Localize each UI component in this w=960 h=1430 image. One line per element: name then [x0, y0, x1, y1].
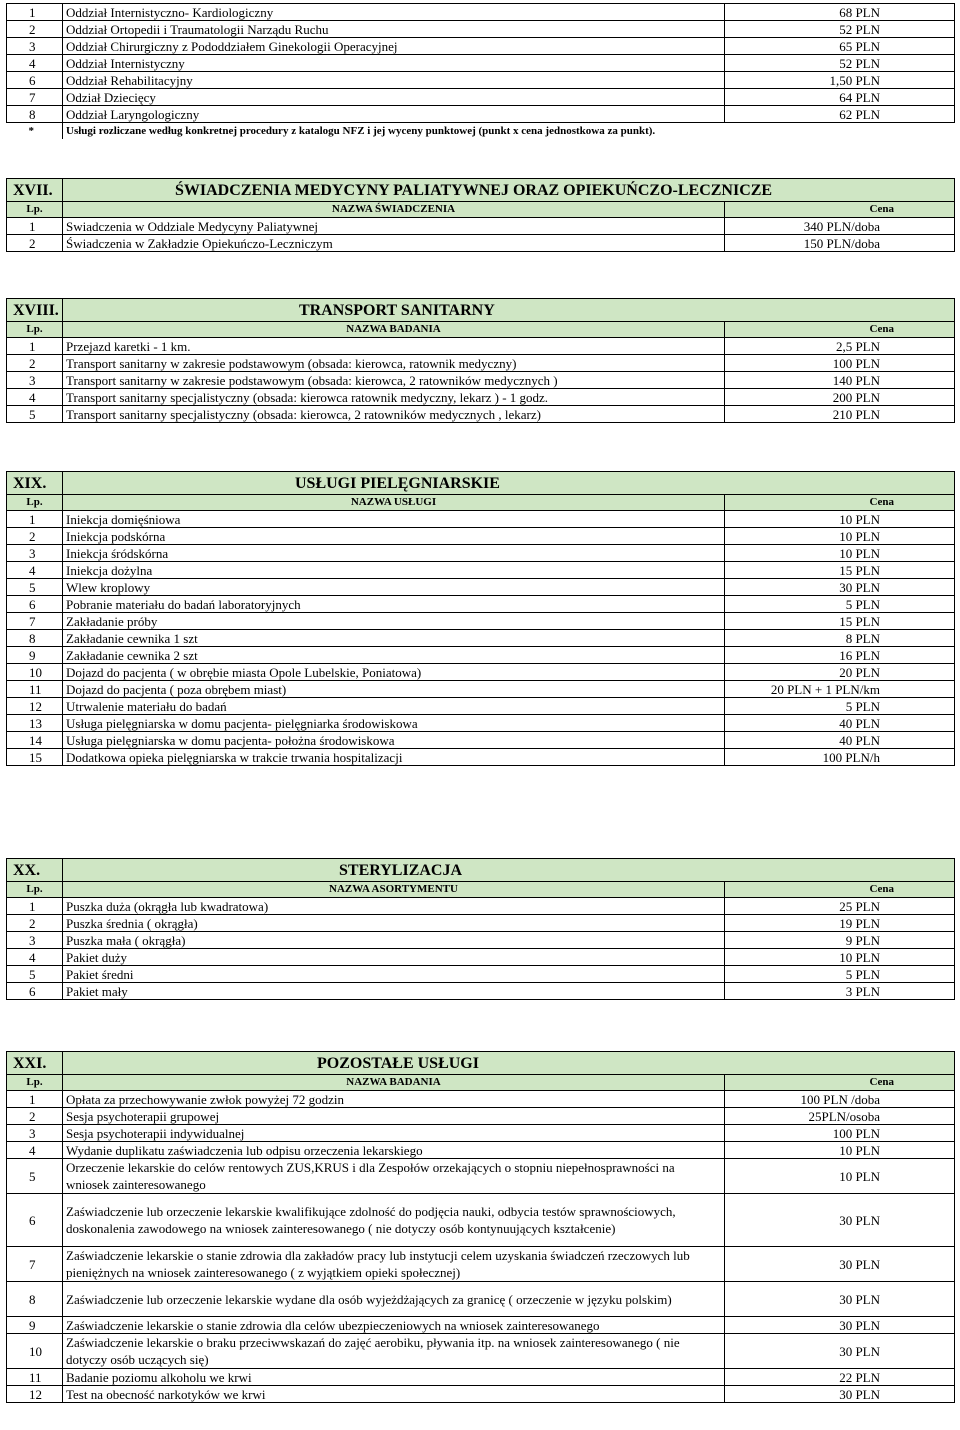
row-price: 10 PLN [724, 511, 954, 528]
row-number: 4 [7, 1142, 63, 1159]
table-row [7, 1369, 955, 1386]
section-number: XIX. [7, 472, 63, 495]
row-name: Swiadczenia w Oddziale Medycyny Paliatywnej [63, 218, 725, 235]
table-row [7, 1142, 955, 1159]
row-number: 11 [7, 681, 63, 698]
row-price: 8 PLN [724, 630, 954, 647]
column-header-lp: Lp. [7, 202, 63, 218]
section-header [7, 179, 955, 202]
column-header-price: Cena [725, 882, 955, 898]
table-row [7, 106, 955, 123]
row-number: 1 [7, 338, 63, 355]
row-price: 25 PLN [725, 898, 955, 915]
row-number: 4 [7, 55, 63, 72]
section-xix-table [6, 471, 955, 766]
row-price: 25PLN/osoba [725, 1108, 955, 1125]
table-row [7, 613, 955, 630]
table-row [7, 1282, 955, 1317]
row-number: 1 [7, 4, 63, 21]
row-number: 2 [7, 21, 63, 38]
row-name: Zaświadczenie lub orzeczenie lekarskie kwalifikujące zdolność do podjęcia nauki, odbycia testów sprawnościowych, doskonalenia zawodowego na wniosek zainteresowanego ( nie dotyczy osób kontynuujących kształcenie) [63, 1194, 725, 1247]
table-row [7, 749, 955, 766]
table-row [7, 89, 955, 106]
row-name: Puszka średnia ( okrągła) [63, 915, 725, 932]
column-header-price: Cena [725, 1075, 955, 1091]
table-row [7, 983, 955, 1000]
row-number: 13 [7, 715, 63, 732]
row-number: 7 [7, 613, 63, 630]
column-header-name: NAZWA USŁUGI [63, 495, 725, 511]
row-price: 10 PLN [725, 1142, 955, 1159]
table-row [7, 898, 955, 915]
row-name: Zakładanie próby [63, 613, 725, 630]
table-row [7, 1194, 955, 1247]
column-header-lp: Lp. [7, 322, 63, 338]
row-price: 30 PLN [725, 1282, 955, 1317]
row-number: 4 [7, 949, 63, 966]
row-name: Iniekcja domięśniowa [63, 511, 725, 528]
row-name: Pakiet duży [63, 949, 725, 966]
column-header-name: NAZWA ŚWIADCZENIA [63, 202, 725, 218]
row-name: Orzeczenie lekarskie do celów rentowych ZUS,KRUS i dla Zespołów orzekających o stopniu niepełnosprawności na wniosek zainteresowanego [63, 1159, 725, 1194]
section-xxi-table [6, 1051, 955, 1403]
section-xvii-table [6, 178, 955, 252]
table-row [7, 528, 955, 545]
table-row [7, 4, 955, 21]
row-name: Oddział Chirurgiczny z Pododdziałem Ginekologii Operacyjnej [63, 38, 725, 55]
section-title: USŁUGI PIELĘGNIARSKIE [63, 472, 955, 495]
section-header [7, 472, 955, 495]
table-row [7, 579, 955, 596]
row-price: 64 PLN [725, 89, 955, 106]
row-name: Dojazd do pacjenta ( poza obrębem miast) [63, 681, 725, 698]
row-name: Oddział Rehabilitacyjny [63, 72, 725, 89]
row-price: 210 PLN [724, 406, 954, 423]
row-number: 8 [7, 630, 63, 647]
row-price: 150 PLN/doba [724, 235, 954, 252]
row-price: 10 PLN [725, 949, 955, 966]
section-title: ŚWIADCZENIA MEDYCYNY PALIATYWNEJ ORAZ OPIEKUŃCZO-LECZNICZE [63, 179, 955, 202]
row-price: 20 PLN + 1 PLN/km [724, 681, 954, 698]
row-name: Utrwalenie materiału do badań [63, 698, 725, 715]
table-row [7, 1108, 955, 1125]
table-row [7, 1334, 955, 1369]
row-name: Pakiet mały [63, 983, 725, 1000]
row-name: Transport sanitarny w zakresie podstawowym (obsada: kierowca, 2 ratowników medycznych ) [63, 372, 725, 389]
section-number: XVIII. [7, 299, 63, 322]
row-name: Iniekcja podskórna [63, 528, 725, 545]
row-price: 100 PLN /doba [725, 1091, 955, 1108]
row-price: 9 PLN [725, 932, 955, 949]
row-price: 2,5 PLN [724, 338, 954, 355]
row-number: 11 [7, 1369, 63, 1386]
row-price: 15 PLN [724, 562, 954, 579]
section-xx-table [6, 858, 955, 1000]
row-number: 1 [7, 898, 63, 915]
row-number: 10 [7, 1334, 63, 1369]
row-number: 3 [7, 1125, 63, 1142]
column-headers [7, 322, 955, 338]
row-name: Puszka duża (okrągła lub kwadratowa) [63, 898, 725, 915]
row-name: Badanie poziomu alkoholu we krwi [63, 1369, 725, 1386]
row-name: Oddział Laryngologiczny [63, 106, 725, 123]
table-row [7, 511, 955, 528]
row-number: 7 [7, 89, 63, 106]
row-name: Zakładanie cewnika 2 szt [63, 647, 725, 664]
row-number: 5 [7, 1159, 63, 1194]
row-number: 9 [7, 647, 63, 664]
row-name: Opłata za przechowywanie zwłok powyżej 72 godzin [63, 1091, 725, 1108]
row-name: Iniekcja śródskórna [63, 545, 725, 562]
row-number: 3 [7, 38, 63, 55]
row-name: Oddział Internistyczno- Kardiologiczny [63, 4, 725, 21]
section-number: XXI. [7, 1052, 63, 1075]
table-row [7, 21, 955, 38]
row-number: 14 [7, 732, 63, 749]
row-price: 1,50 PLN [725, 72, 955, 89]
row-name: Zaświadczenie lekarskie o stanie zdrowia dla celów ubezpieczeniowych na wniosek zainteresowanego [63, 1317, 725, 1334]
table-row [7, 732, 955, 749]
row-price: 15 PLN [724, 613, 954, 630]
departments-table [6, 3, 955, 139]
row-number: 5 [7, 966, 63, 983]
row-number: 5 [7, 579, 63, 596]
section-number: XX. [7, 859, 63, 882]
row-number: 4 [7, 562, 63, 579]
row-name: Zaświadczenie lekarskie o stanie zdrowia dla zakładów pracy lub instytucji celem uzyskania świadczeń rzeczowych lub pieniężnych na wniosek zainteresowanego ( z wyjątkiem opieki społecznej) [63, 1247, 725, 1282]
row-number: 8 [7, 106, 63, 123]
footnote-row [7, 123, 955, 140]
table-row [7, 698, 955, 715]
row-name: Test na obecność narkotyków we krwi [63, 1386, 725, 1403]
row-number: 3 [7, 545, 63, 562]
row-name: Dojazd do pacjenta ( w obrębie miasta Opole Lubelskie, Poniatowa) [63, 664, 725, 681]
table-row [7, 406, 955, 423]
section-header [7, 1052, 955, 1075]
row-price: 52 PLN [725, 21, 955, 38]
footnote-mark: * [7, 123, 63, 140]
row-price: 30 PLN [725, 1334, 955, 1369]
row-price: 68 PLN [725, 4, 955, 21]
column-header-lp: Lp. [7, 882, 63, 898]
table-row [7, 647, 955, 664]
row-name: Zaświadczenie lekarskie o braku przeciwwskazań do zajęć aerobiku, pływania itp. na wniosek zainteresowanego ( nie dotyczy osób uczących się) [63, 1334, 725, 1369]
row-number: 7 [7, 1247, 63, 1282]
row-name: Pakiet średni [63, 966, 725, 983]
section-xviii-table [6, 298, 955, 423]
row-price: 30 PLN [725, 1247, 955, 1282]
row-number: 2 [7, 235, 63, 252]
column-header-price: Cena [724, 495, 954, 511]
row-name: Sesja psychoterapii grupowej [63, 1108, 725, 1125]
row-number: 3 [7, 372, 63, 389]
row-price: 100 PLN/h [724, 749, 954, 766]
table-row [7, 72, 955, 89]
table-row [7, 966, 955, 983]
row-name: Transport sanitarny specjalistyczny (obsada: kierowca, 2 ratowników medycznych , lekarz) [63, 406, 725, 423]
row-price: 10 PLN [724, 545, 954, 562]
row-number: 12 [7, 1386, 63, 1403]
row-name: Oddział Internistyczny [63, 55, 725, 72]
row-price: 65 PLN [725, 38, 955, 55]
row-price: 30 PLN [724, 579, 954, 596]
section-header [7, 299, 955, 322]
table-row [7, 915, 955, 932]
column-header-lp: Lp. [7, 495, 63, 511]
row-price: 100 PLN [724, 355, 954, 372]
table-row [7, 1247, 955, 1282]
column-header-price: Cena [724, 322, 954, 338]
column-headers [7, 1075, 955, 1091]
row-name: Puszka mała ( okrągła) [63, 932, 725, 949]
row-price: 62 PLN [725, 106, 955, 123]
row-number: 1 [7, 218, 63, 235]
table-row [7, 1125, 955, 1142]
section-title: STERYLIZACJA [63, 859, 955, 882]
row-number: 4 [7, 389, 63, 406]
section-title: POZOSTAŁE USŁUGI [63, 1052, 955, 1075]
row-price: 100 PLN [725, 1125, 955, 1142]
row-number: 2 [7, 915, 63, 932]
table-row [7, 55, 955, 72]
row-price: 40 PLN [724, 715, 954, 732]
column-header-name: NAZWA ASORTYMENTU [63, 882, 725, 898]
row-number: 6 [7, 596, 63, 613]
row-number: 10 [7, 664, 63, 681]
row-name: Zaświadczenie lub orzeczenie lekarskie wydane dla osób wyjeżdżających za granicę ( orzeczenie w języku polskim) [63, 1282, 725, 1317]
row-name: Pobranie materiału do badań laboratoryjnych [63, 596, 725, 613]
row-price: 3 PLN [725, 983, 955, 1000]
row-name: Świadczenia w Zakładzie Opiekuńczo-Leczniczym [63, 235, 725, 252]
row-name: Iniekcja dożylna [63, 562, 725, 579]
section-number: XVII. [7, 179, 63, 202]
row-name: Wydanie duplikatu zaświadczenia lub odpisu orzeczenia lekarskiego [63, 1142, 725, 1159]
row-name: Sesja psychoterapii indywidualnej [63, 1125, 725, 1142]
table-row [7, 715, 955, 732]
row-name: Zakładanie cewnika 1 szt [63, 630, 725, 647]
row-price: 16 PLN [724, 647, 954, 664]
row-price: 10 PLN [724, 528, 954, 545]
row-name: Oddział Ortopedii i Traumatologii Narządu Ruchu [63, 21, 725, 38]
table-row [7, 38, 955, 55]
table-row [7, 932, 955, 949]
row-name: Transport sanitarny specjalistyczny (obsada: kierowca ratownik medyczny, lekarz ) - 1 godz. [63, 389, 725, 406]
row-price: 30 PLN [725, 1317, 955, 1334]
row-price: 22 PLN [725, 1369, 955, 1386]
row-number: 6 [7, 1194, 63, 1247]
row-name: Wlew kroplowy [63, 579, 725, 596]
row-name: Odział Dziecięcy [63, 89, 725, 106]
footnote-text: Usługi rozliczane według konkretnej procedury z katalogu NFZ i jej wyceny punktowej (punkt x cena jednostkowa za punkt). [66, 124, 656, 137]
row-name: Przejazd karetki - 1 km. [63, 338, 725, 355]
column-headers [7, 202, 955, 218]
row-name: Transport sanitarny w zakresie podstawowym (obsada: kierowca, ratownik medyczny) [63, 355, 725, 372]
row-number: 1 [7, 511, 63, 528]
section-title: TRANSPORT SANITARNY [63, 299, 955, 322]
column-headers [7, 495, 955, 511]
row-number: 3 [7, 932, 63, 949]
row-price: 30 PLN [725, 1194, 955, 1247]
row-price: 20 PLN [724, 664, 954, 681]
row-price: 5 PLN [724, 596, 954, 613]
section-header [7, 859, 955, 882]
row-price: 52 PLN [725, 55, 955, 72]
table-row [7, 545, 955, 562]
row-number: 12 [7, 698, 63, 715]
row-number: 6 [7, 983, 63, 1000]
row-number: 9 [7, 1317, 63, 1334]
row-price: 340 PLN/doba [724, 218, 954, 235]
row-price: 10 PLN [725, 1159, 955, 1194]
row-price: 200 PLN [724, 389, 954, 406]
table-row [7, 1091, 955, 1108]
table-row [7, 218, 955, 235]
row-number: 5 [7, 406, 63, 423]
row-number: 2 [7, 1108, 63, 1125]
row-price: 5 PLN [724, 698, 954, 715]
column-header-name: NAZWA BADANIA [63, 1075, 725, 1091]
column-header-price: Cena [724, 202, 954, 218]
table-row [7, 949, 955, 966]
row-price: 30 PLN [725, 1386, 955, 1403]
table-row [7, 1317, 955, 1334]
row-number: 1 [7, 1091, 63, 1108]
row-number: 2 [7, 355, 63, 372]
table-row [7, 1159, 955, 1194]
row-price: 19 PLN [725, 915, 955, 932]
row-price: 140 PLN [724, 372, 954, 389]
table-row [7, 562, 955, 579]
row-number: 8 [7, 1282, 63, 1317]
table-row [7, 389, 955, 406]
row-name: Dodatkowa opieka pielęgniarska w trakcie trwania hospitalizacji [63, 749, 725, 766]
row-number: 15 [7, 749, 63, 766]
table-row [7, 596, 955, 613]
row-price: 40 PLN [724, 732, 954, 749]
row-name: Usługa pielęgniarska w domu pacjenta- położna środowiskowa [63, 732, 725, 749]
column-headers [7, 882, 955, 898]
table-row [7, 664, 955, 681]
table-row [7, 338, 955, 355]
table-row [7, 681, 955, 698]
table-row [7, 1386, 955, 1403]
row-number: 6 [7, 72, 63, 89]
table-row [7, 355, 955, 372]
table-row [7, 630, 955, 647]
row-name: Usługa pielęgniarska w domu pacjenta- pielęgniarka środowiskowa [63, 715, 725, 732]
table-row [7, 235, 955, 252]
row-price: 5 PLN [725, 966, 955, 983]
column-header-name: NAZWA BADANIA [63, 322, 725, 338]
column-header-lp: Lp. [7, 1075, 63, 1091]
table-row [7, 372, 955, 389]
row-number: 2 [7, 528, 63, 545]
